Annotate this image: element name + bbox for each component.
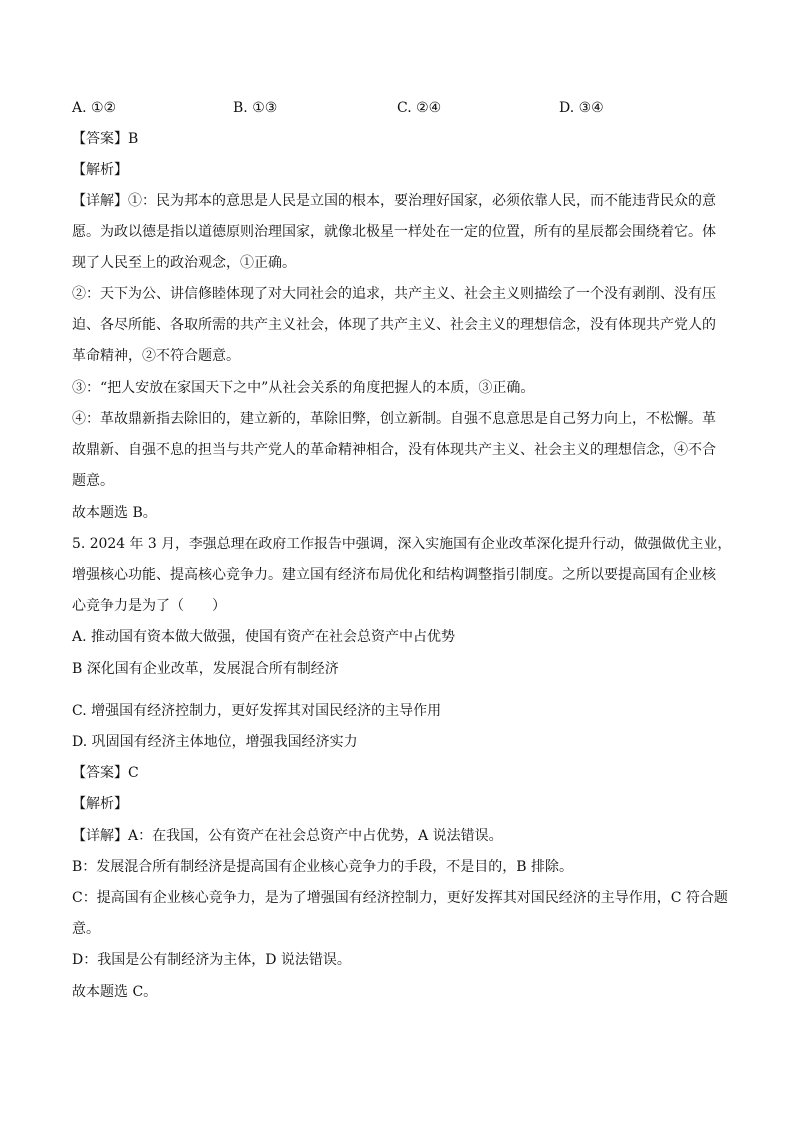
q5-conclusion: 故本题选 C。	[72, 984, 158, 1000]
q4-option-b: B. ①③	[233, 100, 278, 116]
q4-detail-line: 迫、各尽所能、各取所需的共产主义社会，体现了共产主义、社会主义的理想信念，没有体现共产党人的	[72, 317, 716, 333]
q4-detail-line: 现了人民至上的政治观念，①正确。	[72, 255, 296, 271]
q4-option-d: D. ③④	[559, 100, 604, 116]
q5-detail-line: C：提高国有企业核心竞争力，是为了增强国有经济控制力，更好发挥其对国民经济的主导作用，C 符合题	[72, 890, 728, 906]
q5-option-a: A. 推动国有资本做大做强，使国有资产在社会总资产中占优势	[72, 629, 456, 645]
q5-analysis-heading: 【解析】	[72, 796, 128, 812]
q4-detail-line: 故鼎新、自强不息的担当与共产党人的革命精神相合，没有体现共产主义、社会主义的理想信念，④不合	[72, 442, 716, 458]
q4-analysis-heading: 【解析】	[72, 162, 128, 178]
q5-detail-line: D：我国是公有制经济为主体，D 说法错误。	[72, 952, 351, 968]
q5-option-c: C. 增强国有经济控制力，更好发挥其对国民经济的主导作用	[72, 703, 442, 719]
q4-detail-line: 【详解】①：民为邦本的意思是人民是立国的根本，要治理好国家，必须依靠人民，而不能违背民众的意	[72, 193, 716, 209]
q5-stem-line: 心竞争力是为了（ ）	[72, 598, 226, 614]
q5-option-d: D. 巩固国有经济主体地位，增强我国经济实力	[72, 734, 358, 750]
q4-answer: 【答案】B	[72, 131, 139, 147]
q5-detail-line: 【详解】A：在我国，公有资产在社会总资产中占优势，A 说法错误。	[72, 828, 503, 844]
q5-detail-line: B：发展混合所有制经济是提高国有企业核心竞争力的手段，不是目的，B 排除。	[72, 859, 574, 875]
q5-stem-line: 5. 2024 年 3 月，李强总理在政府工作报告中强调，深入实施国有企业改革深化提升行动，做强做优主业，	[72, 536, 732, 552]
q4-detail-line: ③：“把人安放在家国天下之中”从社会关系的角度把握人的本质，③正确。	[72, 380, 535, 396]
q5-option-b: B 深化国有企业改革，发展混合所有制经济	[72, 661, 339, 677]
q4-detail-line: 题意。	[72, 473, 114, 489]
q4-option-a: A. ①②	[72, 100, 117, 116]
q5-detail-line: 意。	[72, 921, 100, 937]
q5-answer: 【答案】C	[72, 765, 139, 781]
q4-option-c: C. ②④	[397, 100, 442, 116]
q4-detail-line: ④：革故鼎新指去除旧的，建立新的，革除旧弊，创立新制。自强不息意思是自己努力向上，不松懈。革	[72, 411, 716, 427]
q4-conclusion: 故本题选 B。	[72, 505, 157, 521]
q4-detail-line: 革命精神，②不符合题意。	[72, 348, 240, 364]
q4-detail-line: 愿。为政以德是指以道德原则治理国家，就像北极星一样处在一定的位置，所有的星辰都会围绕着它。体	[72, 224, 716, 240]
q5-stem-line: 增强核心功能、提高核心竞争力。建立国有经济布局优化和结构调整指引制度。之所以要提高国有企业核	[72, 567, 716, 583]
q4-detail-line: ②：天下为公、讲信修睦体现了对大同社会的追求，共产主义、社会主义则描绘了一个没有剥削、没有压	[72, 286, 716, 302]
